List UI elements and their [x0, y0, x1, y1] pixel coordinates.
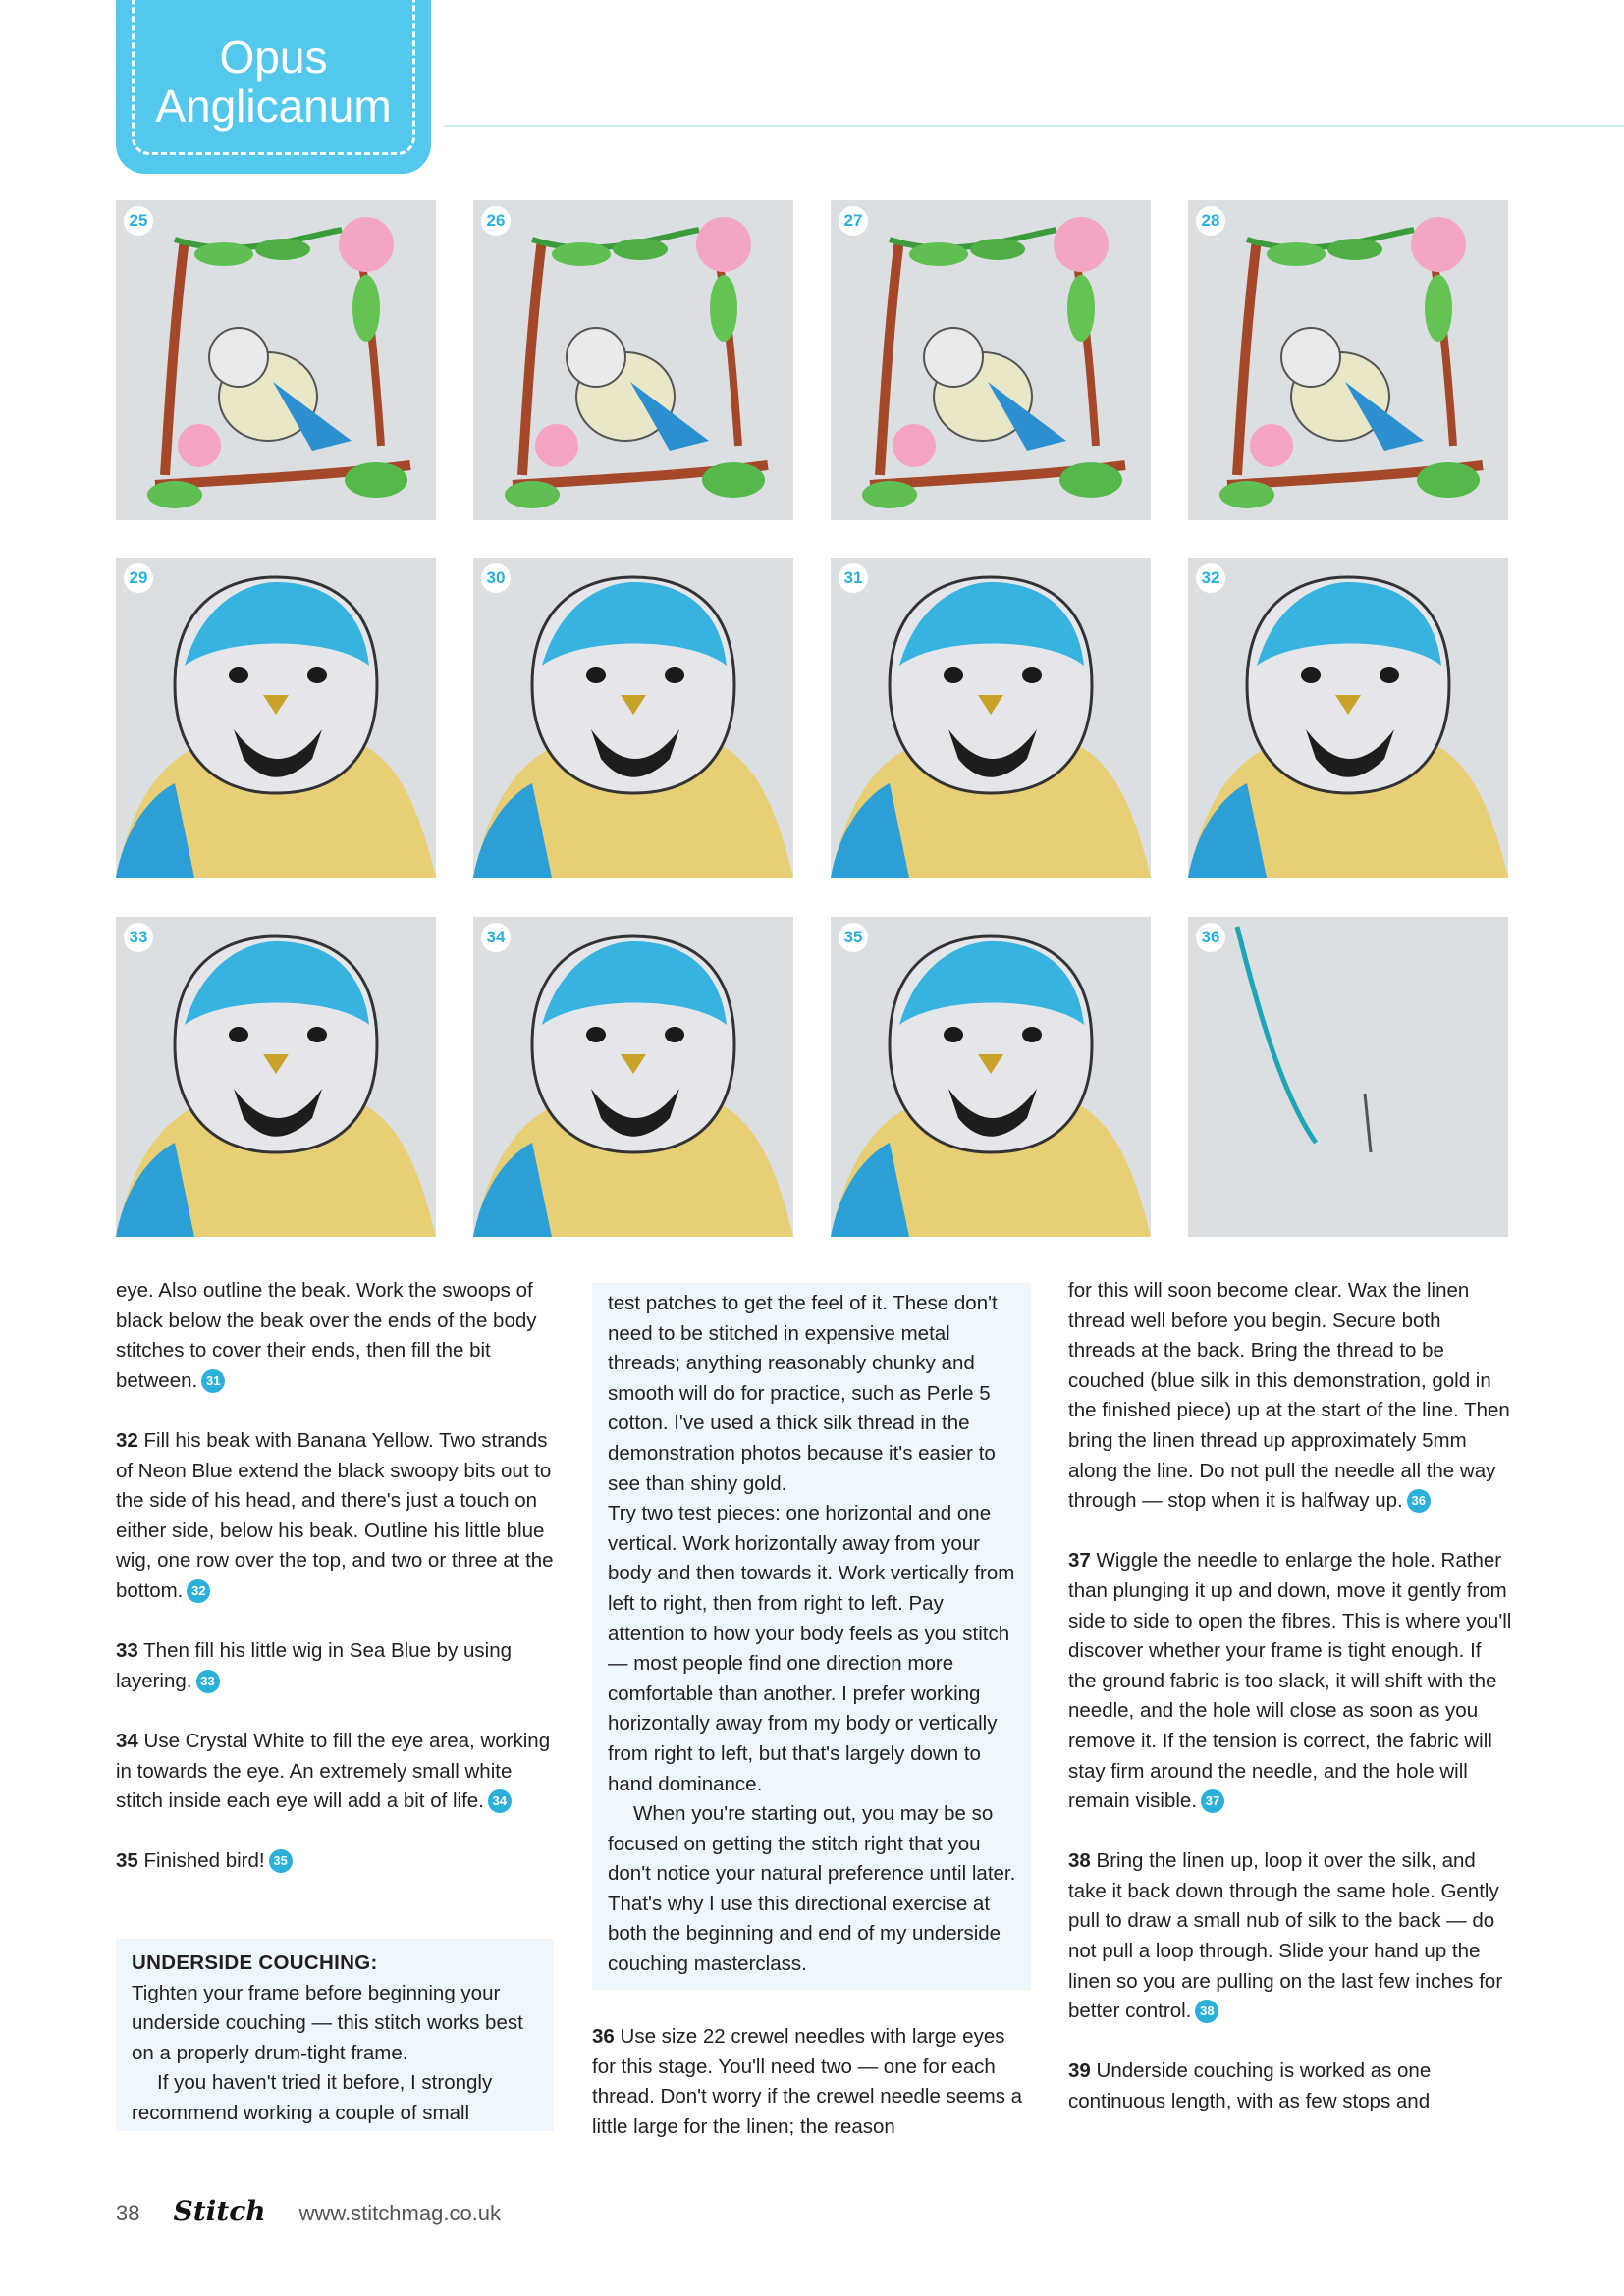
embroidery-illustration — [473, 917, 793, 1237]
photo-number: 32 — [1196, 563, 1225, 593]
embroidery-illustration — [831, 558, 1151, 878]
page-footer — [116, 2195, 501, 2234]
step-text: Wiggle the needle to enlarge the hole. Rather than plunging it up and down, move it gently from side to side to open the fibres. This is where you'll discover whether your frame is tight enough. If the ground fabric is too slack, it will shift with the needle, and the hole will close as soon as you remove it. If the tension is correct, the fabric will stay firm around the needle, and the hole will remain visible. — [1068, 1549, 1512, 1813]
box-paragraph: Tighten your frame before beginning your underside couching — this stitch works best on a properly drum-tight frame. — [132, 1981, 523, 2064]
underside-couching-box — [116, 1939, 554, 2131]
section-title-line2: Anglicanum — [155, 80, 392, 132]
paragraph — [1068, 1276, 1512, 1517]
step-badge: 31 — [201, 1369, 225, 1393]
step-photo-25 — [116, 200, 436, 520]
box-title: UNDERSIDE COUCHING: — [132, 1951, 378, 1974]
step-number: 34 — [116, 1729, 138, 1752]
step-number: 36 — [592, 2025, 615, 2048]
photo-number: 26 — [481, 206, 511, 236]
step-badge: 32 — [187, 1579, 210, 1603]
step-text: Use size 22 crewel needles with large eyes for this stage. You'll need two — one for each thread. Don't worry if the crewel needle seems a little large for the linen; the reason — [592, 2025, 1023, 2138]
step-number: 39 — [1068, 2059, 1091, 2083]
photo-number: 35 — [839, 923, 868, 952]
step-36 — [592, 2022, 1034, 2142]
text-column-3 — [1068, 1276, 1512, 2117]
header-rule — [444, 125, 1624, 127]
section-tab-border — [132, 0, 415, 155]
step-text: Bring the linen up, loop it over the silk, and take it back down through the same hole. Gently pull to draw a small nub of silk to the back — do not pull a loop through. Slide your hand up the linen so you are pulling on the last few inches for better control. — [1068, 1849, 1503, 2023]
step-photo-33 — [116, 917, 436, 1237]
step-number: 37 — [1068, 1549, 1091, 1573]
embroidery-illustration — [116, 558, 436, 878]
step-number: 35 — [116, 1849, 138, 1873]
embroidery-illustration — [831, 200, 1151, 520]
photo-number: 31 — [839, 563, 868, 593]
step-badge: 34 — [488, 1789, 512, 1813]
step-photo-35 — [831, 917, 1151, 1237]
step-photo-31 — [831, 558, 1151, 878]
step-text: Underside couching is worked as one continuous length, with as few stops and — [1068, 2059, 1432, 2113]
step-37 — [1068, 1546, 1512, 1816]
step-photo-27 — [831, 200, 1151, 520]
step-text: Use Crystal White to fill the eye area, working in towards the eye. An extremely small white stitch inside each eye will add a bit of life. — [116, 1729, 551, 1813]
photo-number: 25 — [124, 206, 153, 236]
step-text: Fill his beak with Banana Yellow. Two strands of Neon Blue extend the black swoopy bits out to the side of his head, and there's just a touch on either side, below his beak. Outline his little blue wig, one row over the top, and two or three at the bottom. — [116, 1428, 554, 1602]
step-photo-30 — [473, 558, 793, 878]
website-url: www.stitchmag.co.uk — [298, 2201, 502, 2225]
box-paragraph: When you're starting out, you may be so focused on getting the stitch right that you don't notice your natural preference until later. That's why I use this directional exercise at both the beginning and end of my underside couching masterclass. — [608, 1802, 1016, 1976]
section-tab — [116, 0, 431, 174]
box-paragraph: Try two test pieces: one horizontal and one vertical. Work horizontally away from your body and then towards it. Work vertically from left to right, then from right to left. Pay attention to how your body feels as you stitch — most people find one direction more comfortable than another. I prefer working horizontally away from my body or vertically from right to left, but that's largely down to hand dominance. — [608, 1502, 1015, 1795]
step-badge: 35 — [269, 1849, 293, 1873]
box-paragraph: If you haven't tried it before, I strongly recommend working a couple of small — [132, 2071, 493, 2124]
step-32 — [116, 1426, 558, 1607]
page-number: 38 — [116, 2201, 140, 2225]
step-39 — [1068, 2056, 1512, 2116]
embroidery-illustration — [1188, 917, 1508, 1237]
photo-number: 27 — [839, 206, 868, 236]
text-column-2 — [592, 2022, 1034, 2142]
embroidery-illustration — [831, 917, 1151, 1237]
step-34 — [116, 1727, 558, 1817]
embroidery-illustration — [116, 917, 436, 1237]
step-number: 33 — [116, 1639, 138, 1663]
step-text: Then fill his little wig in Sea Blue by using layering. — [116, 1639, 513, 1692]
section-title-line1: Opus — [219, 31, 328, 82]
embroidery-illustration — [473, 558, 793, 878]
step-photo-26 — [473, 200, 793, 520]
magazine-logo: Stitch — [173, 2195, 266, 2227]
step-photo-34 — [473, 917, 793, 1237]
box-paragraph: test patches to get the feel of it. These don't need to be stitched in expensive metal threads; anything reasonably chunky and smooth will do for practice, such as Perle 5 cotton. I've used a thick silk thread in the demonstration photos because it's easier to see than shiny gold. — [608, 1292, 998, 1495]
text-column-1 — [116, 1276, 558, 1877]
step-38 — [1068, 1846, 1512, 2027]
embroidery-illustration — [473, 200, 793, 520]
embroidery-illustration — [1188, 558, 1508, 878]
underside-couching-box-continued — [592, 1283, 1031, 1990]
step-badge: 37 — [1201, 1789, 1224, 1813]
photo-number: 36 — [1196, 923, 1225, 952]
step-badge: 38 — [1195, 2000, 1218, 2023]
step-number: 38 — [1068, 1849, 1091, 1873]
step-text: Finished bird! — [143, 1849, 265, 1873]
step-number: 32 — [116, 1428, 138, 1452]
photo-number: 28 — [1196, 206, 1225, 236]
step-photo-32 — [1188, 558, 1508, 878]
photo-number: 33 — [124, 923, 153, 952]
photo-number: 30 — [481, 563, 511, 593]
step-photo-29 — [116, 558, 436, 878]
step-badge: 33 — [196, 1670, 220, 1693]
step-photo-28 — [1188, 200, 1508, 520]
step-badge: 36 — [1407, 1489, 1431, 1513]
text: for this will soon become clear. Wax the linen thread well before you begin. Secure both threads at the back. Bring the thread to be couched (blue silk in this demonstration, gold in the finished piece) up at the start of the line. Then bring the linen thread up approximately 5mm along the line. Do not pull the needle all the way through — stop when it is halfway up. — [1068, 1279, 1510, 1513]
paragraph — [116, 1276, 558, 1396]
step-photo-36 — [1188, 917, 1508, 1237]
step-35 — [116, 1846, 558, 1877]
embroidery-illustration — [1188, 200, 1508, 520]
embroidery-illustration — [116, 200, 436, 520]
text: eye. Also outline the beak. Work the swoops of black below the beak over the ends of the body stitches to cover their ends, then fill the bit between. — [116, 1279, 537, 1392]
step-33 — [116, 1636, 558, 1696]
photo-number: 29 — [124, 563, 153, 593]
photo-number: 34 — [481, 923, 511, 952]
